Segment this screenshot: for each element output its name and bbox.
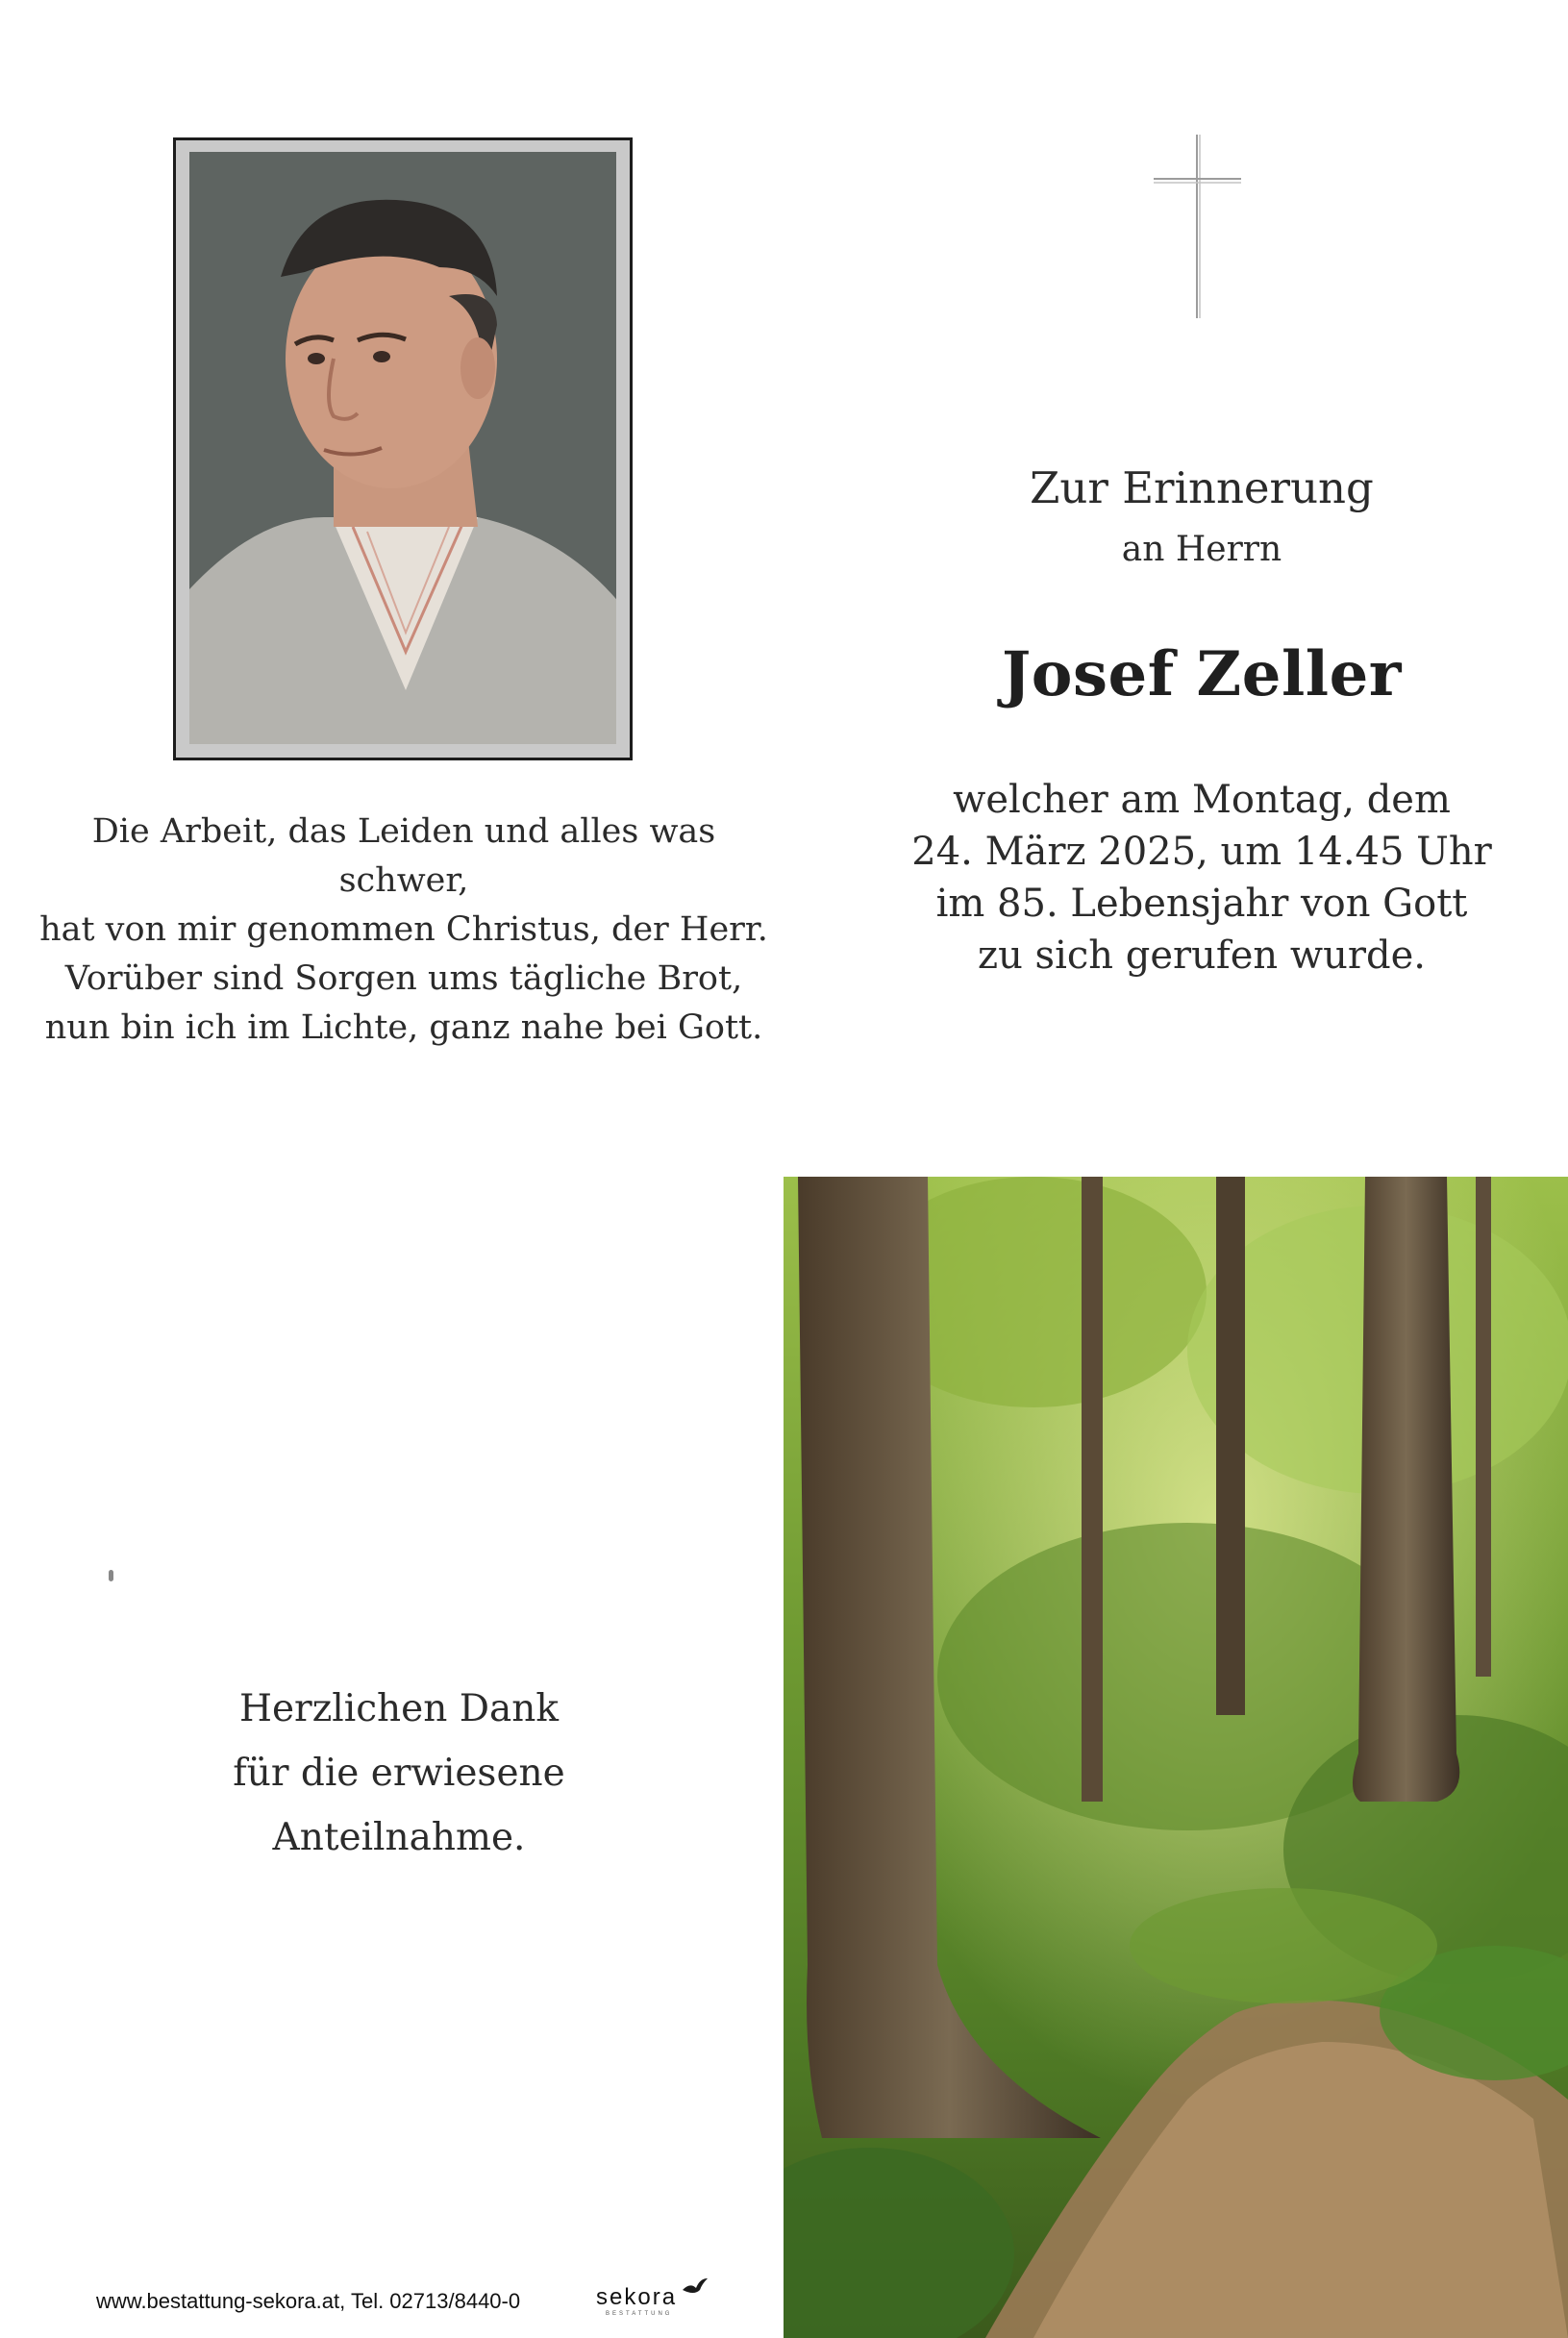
bird-icon [681,2276,709,2298]
cross-icon [1152,133,1243,320]
forest-path-image [784,1177,1568,2338]
forest-illustration [784,1177,1568,2338]
footer-contact: www.bestattung-sekora.at, Tel. 02713/8440-0 [96,2289,521,2313]
memory-subtitle: an Herrn [1121,530,1282,569]
sekora-logo [596,2276,721,2325]
portrait-photo [173,137,633,760]
poem-line: hat von mir genommen Christus, der Herr. [39,910,768,949]
poem [38,808,769,1053]
death-line: welcher am Montag, dem [953,778,1451,822]
memory-title: Zur Erinnerung [1030,462,1374,513]
paper-speck [109,1570,113,1581]
thanks-line: Anteilnahme. [272,1816,526,1859]
portrait-image [189,152,616,744]
death-line: im 85. Lebensjahr von Gott [935,882,1468,926]
thanks-line: für die erwiesene [233,1752,565,1795]
thanks-line: Herzlichen Dank [238,1687,560,1730]
death-line: 24. März 2025, um 14.45 Uhr [911,830,1492,874]
logo-word: sekora [596,2284,678,2310]
logo-subtitle: BESTATTUNG [606,2311,673,2317]
poem-line: nun bin ich im Lichte, ganz nahe bei Gott. [44,1008,763,1047]
thanks-note [154,1677,644,1870]
death-notice [865,774,1538,982]
poem-line: Die Arbeit, das Leiden und alles was schwer, [91,812,716,900]
death-line: zu sich gerufen wurde. [978,933,1426,978]
deceased-name: Josef Zeller [1001,638,1403,710]
poem-line: Vorüber sind Sorgen ums tägliche Brot, [64,959,743,998]
